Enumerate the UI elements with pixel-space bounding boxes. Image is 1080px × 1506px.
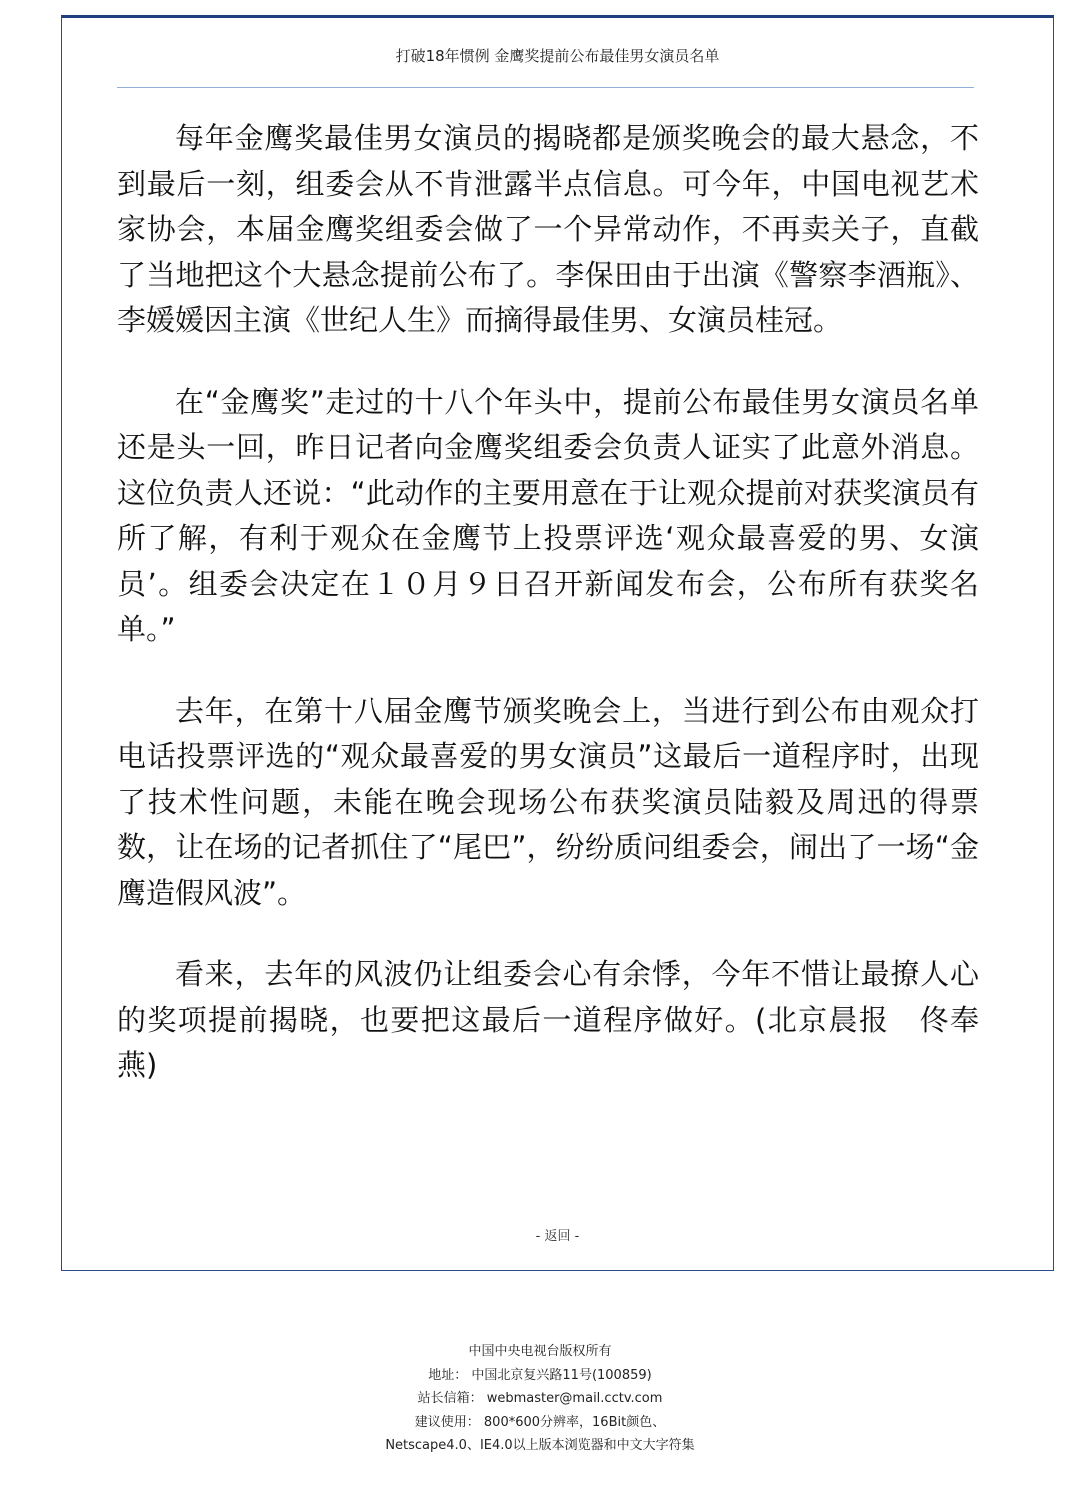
- article-paragraph-4: 看来，去年的风波仍让组委会心有余悸，今年不惜让最撩人心的奖项提前揭晓，也要把这最后一道程序做好。(北京晨报 佟奉燕): [117, 957, 979, 1082]
- article-headline: 打破18年惯例 金鹰奖提前公布最佳男女演员名单: [395, 47, 720, 65]
- footer-copyright: 中国中央电视台版权所有: [468, 1344, 612, 1359]
- article-frame: [61, 15, 1054, 1271]
- footer-webmaster-email[interactable]: 站长信箱： webmaster@mail.cctv.com: [417, 1391, 663, 1406]
- article-paragraph-1: 每年金鹰奖最佳男女演员的揭晓都是颁奖晚会的最大悬念，不到最后一刻，组委会从不肯泄露半点信息。可今年，中国电视艺术家协会，本届金鹰奖组委会做了一个异常动作，不再卖关子，直截了当地把这个大悬念提前公布了。李保田由于出演《警察李酒瓶》、李媛媛因主演《世纪人生》而摘得最佳男、女演员桂冠。: [117, 121, 979, 337]
- site-footer: [0, 1340, 1080, 1458]
- footer-recommend-line-2: Netscape4.0、IE4.0以上版本浏览器和中文大字符集: [385, 1438, 695, 1453]
- article-paragraph-2: 在“金鹰奖”走过的十八个年头中，提前公布最佳男女演员名单还是头一回，昨日记者向金鹰奖组委会负责人证实了此意外消息。这位负责人还说：“此动作的主要用意在于让观众提前对获奖演员有所了解，有利于观众在金鹰节上投票评选‘观众最喜爱的男、女演员’。组委会决定在１０月９日召开新闻发布会，公布所有获奖名单。”: [117, 384, 979, 646]
- footer-address: 地址： 中国北京复兴路11号(100859): [428, 1367, 652, 1383]
- headline-divider: [117, 87, 974, 88]
- footer-recommend-line-1: 建议使用： 800*600分辨率，16Bit颜色、: [414, 1414, 666, 1430]
- article-paragraph-3: 去年，在第十八届金鹰节颁奖晚会上，当进行到公布由观众打电话投票评选的“观众最喜爱的男女演员”这最后一道程序时，出现了技术性问题，未能在晚会现场公布获奖演员陆毅及周迅的得票数，让在场的记者抓住了“尾巴”，纷纷质问组委会，闹出了一场“金鹰造假风波”。: [117, 693, 979, 910]
- article-body: [117, 116, 979, 1125]
- back-link[interactable]: - 返回 -: [535, 1229, 580, 1244]
